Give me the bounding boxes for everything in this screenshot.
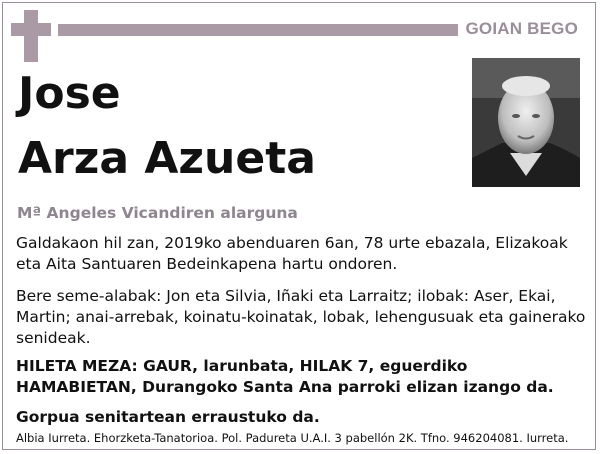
- funeral-mass-paragraph: HILETA MEZA: GAUR, larunbata, HILAK 7, eguerdiko HAMABIETAN, Durangoko Santa Ana parroki elizan izango da.: [16, 357, 554, 396]
- subtitle: Mª Angeles Vicandiren alarguna: [17, 204, 298, 222]
- portrait-photo: [472, 58, 580, 187]
- header-bar: [58, 24, 458, 36]
- cremation-paragraph: Gorpua senitartean erraustuko da.: [16, 408, 320, 426]
- first-name: Jose: [18, 68, 121, 119]
- death-notice-paragraph: Galdakaon hil zan, 2019ko abenduaren 6an, 78 urte ebazala, Elizakoak eta Aita Santuaren Bedeinkapena hartu ondoren.: [16, 234, 568, 273]
- header-label: GOIAN BEGO: [465, 19, 578, 38]
- last-name: Arza Azueta: [18, 133, 316, 184]
- family-paragraph: Bere seme-alabak: Jon eta Silvia, Iñaki eta Larraitz; ilobak: Aser, Ekai, Martin; anai-arrebak, koinatu-koinatak, lobak, lehengusuak eta gainerako senideak.: [16, 287, 586, 347]
- funeral-home-footer: Albia Iurreta. Ehorzketa-Tanatorioa. Pol. Padureta U.A.I. 3 pabellón 2K. Tfno. 946204081. Iurreta.: [16, 431, 569, 445]
